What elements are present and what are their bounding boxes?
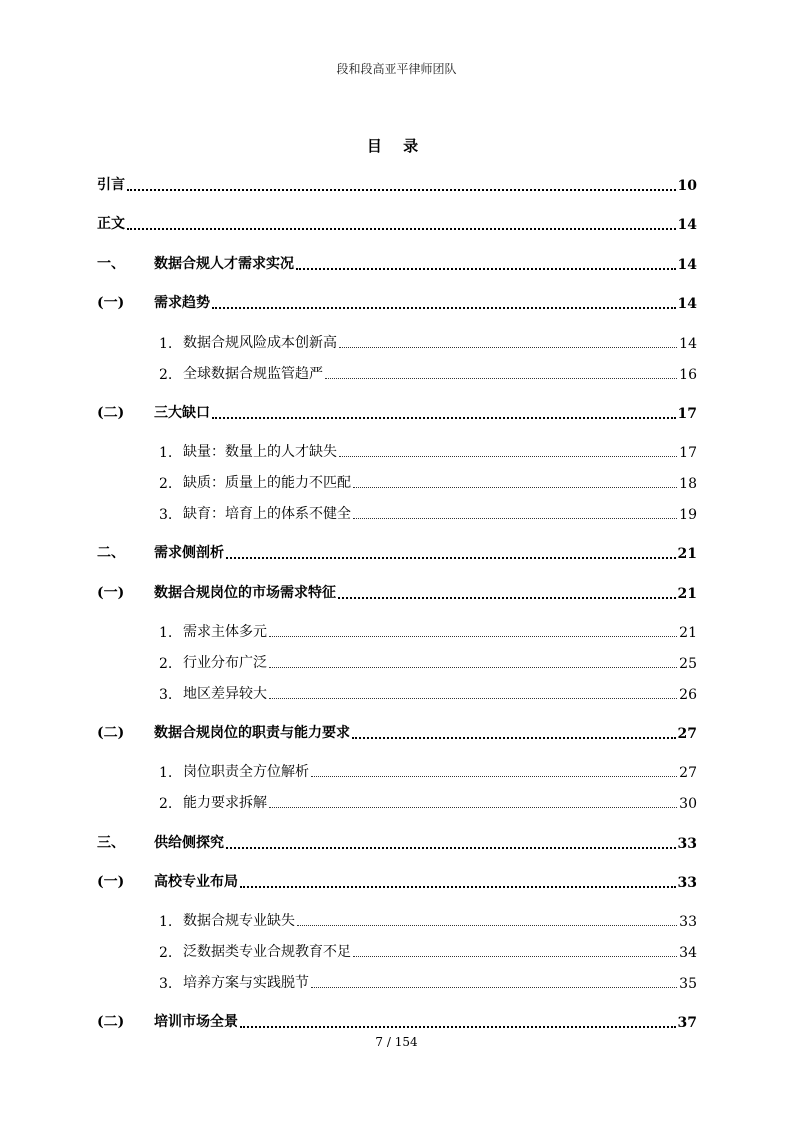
toc-entry-number: (二): [97, 725, 125, 741]
toc-entry[interactable]: [159, 757, 697, 781]
toc-entry-label: 需求趋势: [154, 295, 210, 311]
page-number: 7 / 154: [375, 1035, 418, 1049]
toc-entry-number: 3.: [159, 976, 173, 992]
toc-entry-label: 行业分布广泛: [183, 655, 267, 671]
toc-entry[interactable]: [159, 437, 697, 461]
toc-entry-label: 岗位职责全方位解析: [183, 764, 309, 780]
toc-entry-page: 30: [679, 796, 697, 812]
toc-entry-label: 数据合规岗位的职责与能力要求: [154, 725, 350, 741]
toc-entry[interactable]: [97, 828, 697, 852]
toc-entry[interactable]: [159, 906, 697, 930]
toc-entry[interactable]: [159, 788, 697, 812]
toc-entry-page: 33: [677, 836, 697, 852]
dot-leader: [297, 916, 677, 930]
toc-entry-label: 数据合规岗位的市场需求特征: [154, 585, 336, 601]
toc-entry[interactable]: [159, 617, 697, 641]
dot-leader: [269, 627, 677, 641]
toc-entry[interactable]: [97, 1007, 697, 1031]
toc-entry-label: 高校专业布局: [154, 874, 238, 890]
toc-entry-page: 14: [677, 257, 697, 273]
toc-entry[interactable]: [97, 538, 697, 562]
toc-entry-number: 2.: [159, 796, 173, 812]
toc-entry-page: 10: [677, 178, 697, 194]
toc-entry-label: 缺质：质量上的能力不匹配: [183, 475, 351, 491]
toc-entry-number: 三、: [97, 835, 125, 851]
dot-leader: [352, 728, 676, 742]
toc-entry-page: 33: [679, 914, 697, 930]
toc-entry-number: 2.: [159, 945, 173, 961]
dot-leader: [127, 219, 676, 233]
dot-leader: [325, 369, 677, 383]
dot-leader: [353, 478, 677, 492]
toc-entry-page: 34: [679, 945, 697, 961]
dot-leader: [338, 588, 676, 602]
toc-entry[interactable]: [159, 468, 697, 492]
toc-entry-number: 2.: [159, 367, 173, 383]
toc-entry[interactable]: [97, 209, 697, 233]
toc-entry-number: 二、: [97, 545, 125, 561]
toc-entry-number: 2.: [159, 656, 173, 672]
toc-entry-label: 需求侧剖析: [154, 545, 224, 561]
toc-entry[interactable]: [159, 648, 697, 672]
toc-entry-page: 14: [677, 217, 697, 233]
dot-leader: [226, 838, 676, 852]
toc-entry-page: 14: [677, 296, 697, 312]
toc-entry-label: 需求主体多元: [183, 624, 267, 640]
toc-entry-number: 3.: [159, 687, 173, 703]
toc-entry-page: 19: [679, 507, 697, 523]
toc-entry-page: 18: [679, 476, 697, 492]
dot-leader: [311, 978, 677, 992]
toc-entry-label: 培养方案与实践脱节: [183, 975, 309, 991]
toc-entry-page: 21: [677, 546, 697, 562]
toc-entry-number: (一): [97, 585, 125, 601]
toc-entry-page: 25: [679, 656, 697, 672]
toc-entry-label: 缺育：培育上的体系不健全: [183, 506, 351, 522]
toc-entry-page: 27: [679, 765, 697, 781]
dot-leader: [127, 180, 676, 194]
toc-entry[interactable]: [159, 968, 697, 992]
dot-leader: [339, 447, 677, 461]
toc-entry-number: 3.: [159, 507, 173, 523]
toc-entry[interactable]: [97, 398, 697, 422]
toc-entry-number: 1.: [159, 765, 173, 781]
toc-entry-label: 培训市场全景: [154, 1014, 238, 1030]
toc-entry-page: 17: [679, 445, 697, 461]
toc-entry-page: 21: [677, 586, 697, 602]
toc-entry-page: 17: [677, 406, 697, 422]
dot-leader: [311, 767, 677, 781]
toc-entry-label: 供给侧探究: [154, 835, 224, 851]
toc-entry[interactable]: [159, 328, 697, 352]
toc-title: 目 录: [366, 137, 427, 155]
toc-entry[interactable]: [159, 679, 697, 703]
toc-entry-label: 泛数据类专业合规教育不足: [183, 944, 351, 960]
dot-leader: [339, 338, 677, 352]
toc-entry-label: 正文: [97, 216, 125, 232]
dot-leader: [353, 947, 677, 961]
toc-entry-page: 26: [679, 687, 697, 703]
toc-entry-number: 一、: [97, 256, 125, 272]
toc-entry-label: 三大缺口: [154, 405, 210, 421]
toc-entry-page: 35: [679, 976, 697, 992]
toc-entry-label: 能力要求拆解: [183, 795, 267, 811]
dot-leader: [353, 509, 677, 523]
toc-entry-number: (一): [97, 295, 125, 311]
toc-entry[interactable]: [97, 578, 697, 602]
toc-entry-number: 1.: [159, 625, 173, 641]
toc-entry[interactable]: [97, 718, 697, 742]
toc-entry-number: 1.: [159, 336, 173, 352]
toc-entry[interactable]: [159, 359, 697, 383]
toc-entry[interactable]: [159, 937, 697, 961]
dot-leader: [269, 798, 677, 812]
dot-leader: [269, 658, 677, 672]
toc-entry-page: 21: [679, 625, 697, 641]
dot-leader: [240, 1017, 676, 1031]
toc-entry-number: 1.: [159, 914, 173, 930]
toc-entry-number: 1.: [159, 445, 173, 461]
toc-entry-number: 2.: [159, 476, 173, 492]
dot-leader: [226, 548, 676, 562]
toc-entry-label: 数据合规专业缺失: [183, 913, 295, 929]
toc-entry-label: 数据合规风险成本创新高: [183, 335, 337, 351]
toc-entry[interactable]: [97, 249, 697, 273]
dot-leader: [212, 298, 676, 312]
toc-entry-page: 27: [677, 726, 697, 742]
toc-entry-label: 数据合规人才需求实况: [154, 256, 294, 272]
toc-entry-label: 缺量：数量上的人才缺失: [183, 444, 337, 460]
toc-entry-page: 16: [679, 367, 697, 383]
dot-leader: [296, 259, 676, 273]
toc-entry-label: 地区差异较大: [183, 686, 267, 702]
dot-leader: [240, 877, 676, 891]
toc-entry[interactable]: [97, 170, 697, 194]
toc-entry-number: (二): [97, 405, 125, 421]
running-header: 段和段高亚平律师团队: [336, 62, 457, 76]
dot-leader: [212, 408, 676, 422]
toc-entry-label: 引言: [97, 177, 125, 193]
dot-leader: [269, 689, 677, 703]
toc-entry[interactable]: [97, 288, 697, 312]
toc-entry-label: 全球数据合规监管趋严: [183, 366, 323, 382]
toc-entry-number: (一): [97, 874, 125, 890]
toc-entry-number: (二): [97, 1014, 125, 1030]
toc-entry-page: 14: [679, 336, 697, 352]
toc-entry-page: 33: [677, 875, 697, 891]
toc-entry[interactable]: [97, 867, 697, 891]
toc-entry[interactable]: [159, 499, 697, 523]
toc-entry-page: 37: [677, 1015, 697, 1031]
